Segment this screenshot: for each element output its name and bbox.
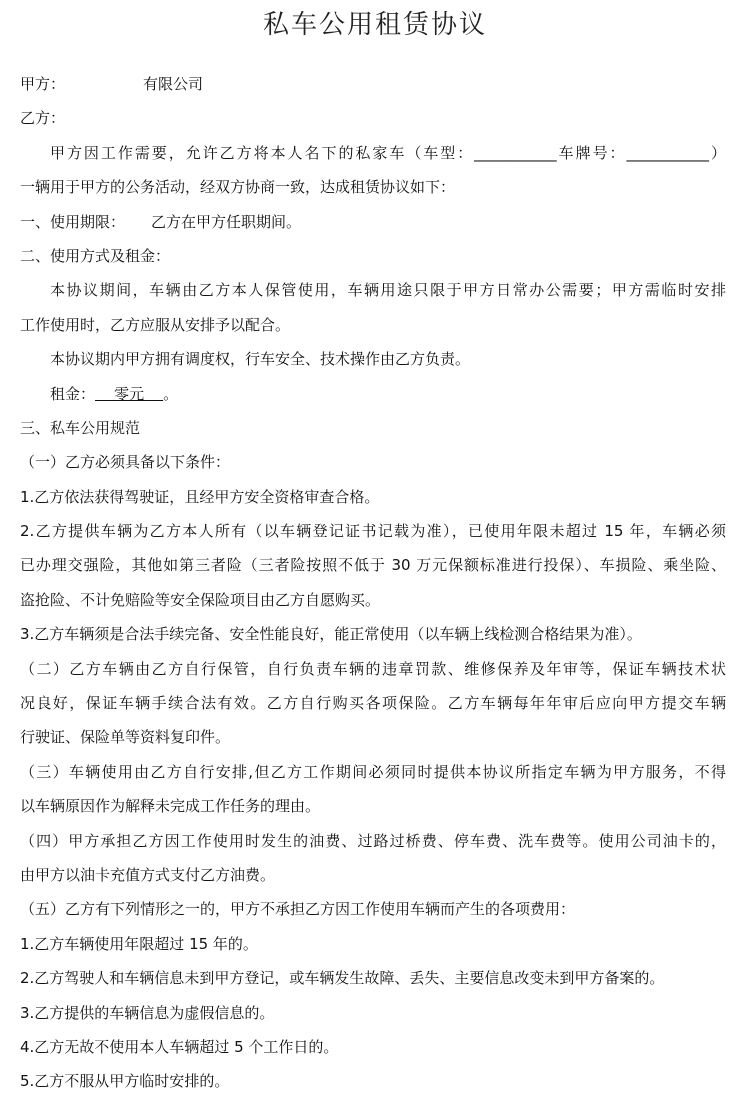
document-body [20,67,726,1099]
party-a-value: 有限公司 [143,75,204,93]
list-item: 5.乙方不服从甲方临时安排的。 [20,1072,230,1091]
list-item: 1.乙方依法获得驾驶证，且经甲方安全资格审查合格。 [20,487,380,506]
party-b-label: 乙方： [20,109,66,128]
party-a-line [20,67,726,101]
intro-line: 一辆用于甲方的公务活动，经双方协商一致，达成租赁协议如下： [20,178,456,197]
list-item: 2.乙方提供车辆为乙方本人所有（以车辆登记证书记载为准），已使用年限未超过 15 年，车辆必须 [20,522,726,541]
party-b-line [20,101,726,135]
list-item: 1.乙方车辆使用年限超过 15 年的。 [20,934,258,953]
paragraph-line: 况良好，保证车辆手续合法有效。乙方自行购买各项保险。乙方车辆每年年审后应向甲方提交车辆 [20,694,726,713]
section-term [20,205,726,239]
list-item-cont: 盗抢险、不计免赔险等安全保险项目由乙方自愿购买。 [20,590,381,609]
rent-value: 零元 [95,384,164,403]
paragraph-line: （四）甲方承担乙方因工作使用时发生的油费、过路过桥费、停车费、洗车费等。使用公司油卡的， [20,831,726,850]
list-item-cont: 已办理交强险，其他如第三者险（三者险按照不低于 30 万元保额标准进行投保）、车损险、乘坐险、 [20,556,726,575]
paragraph-line: （二）乙方车辆由乙方自行保管，自行负责车辆的违章罚款、维修保养及年审等，保证车辆技术状 [20,659,726,678]
rent-line [20,377,726,411]
rent-end: 。 [163,384,179,403]
section-heading: 一、使用期限： [20,212,126,231]
term-value: 乙方在甲方任职期间。 [151,212,302,231]
paragraph-line: 本协议期内甲方拥有调度权，行车安全、技术操作由乙方负责。 [50,350,471,369]
document-title: 私车公用租赁协议 [262,10,487,40]
list-item: 3.乙方提供的车辆信息为虚假信息的。 [20,1003,275,1022]
rent-label: 租金： [50,384,96,403]
intro-line: 甲方因工作需要，允许乙方将本人名下的私家车（车型：___________车牌号：___________） [50,143,726,162]
section-heading: 三、私车公用规范 [20,418,141,437]
subsection-heading: （一）乙方必须具备以下条件： [20,453,231,472]
list-item: 4.乙方无故不使用本人车辆超过 5 个工作日的。 [20,1037,339,1056]
section-heading: 二、使用方式及租金： [20,246,171,265]
paragraph-line: 以车辆原因作为解释未完成工作任务的理由。 [20,797,321,816]
list-item: 2.乙方驾驶人和车辆信息未到甲方登记，或车辆发生故障、丢失、主要信息改变未到甲方备案的。 [20,969,665,988]
paragraph-line: 本协议期间，车辆由乙方本人保管使用，车辆用途只限于甲方日常办公需要；甲方需临时安排 [50,281,726,300]
paragraph-line: 行驶证、保险单等资料复印件。 [20,728,231,747]
subsection-heading: （五）乙方有下列情形之一的，甲方不承担乙方因工作使用车辆而产生的各项费用： [20,900,576,919]
paragraph-line: 由甲方以油卡充值方式支付乙方油费。 [20,865,276,884]
list-item: 3.乙方车辆须是合法手续完备、安全性能良好，能正常使用（以车辆上线检测合格结果为准）。 [20,625,642,644]
party-a-label: 甲方： [20,75,66,93]
paragraph-line: 工作使用时，乙方应服从安排予以配合。 [20,315,291,334]
paragraph-line: （三）车辆使用由乙方自行安排,但乙方工作期间必须同时提供本协议所指定车辆为甲方服务，不得 [20,762,726,781]
